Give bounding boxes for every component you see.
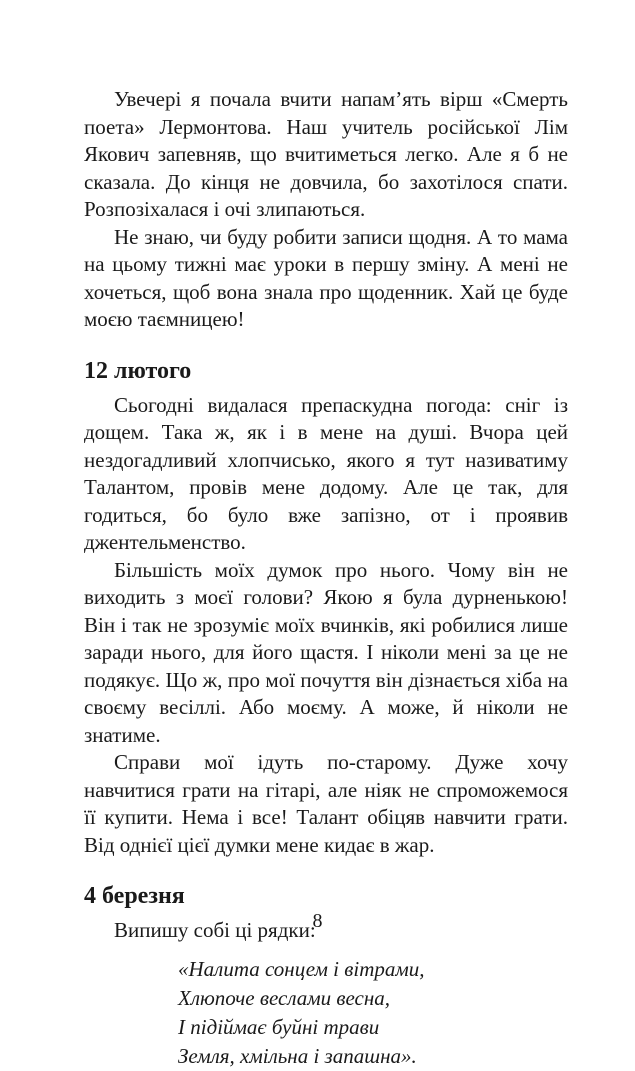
paragraph-feb12-2: Більшість моїх думок про нього. Чому він не виходить з моєї голови? Якою я була дурненькою! Він і так не зрозуміє моїх вчинків, які робилися лише заради нього, для його щастя. І ніколи мені за це не подякує. Що ж, про мої почуття він дізнається хіба на своєму весіллі. Або моєму. А може, й ніколи не знатиме.: [84, 557, 568, 747]
paragraph-intro-2: Не знаю, чи буду робити записи щодня. А то мама на цьому тижні має уроки в першу зміну. А мені не хочеться, щоб вона знала про щоденник. Хай це буде моєю таємницею!: [84, 224, 568, 331]
poem-line-4: Земля, хмільна і запашна».: [178, 1043, 417, 1068]
page-number: 8: [312, 910, 323, 932]
poem-line-1: «Налита сонцем і вітрами,: [178, 956, 425, 981]
entry-heading-feb12: 12 лютого: [84, 357, 192, 384]
poem-line-2: Хлюпоче веслами весна,: [178, 985, 391, 1010]
entry-heading-mar4: 4 березня: [84, 883, 185, 909]
paragraph-intro-1: Увечері я почала вчити напам’ять вірш «Смерть поета» Лермонтова. Наш учитель російської Лім Якович запевняв, що вчитиметься легко. Але я б не сказала. До кінця не довчила, бо захотілося спати. Розпозіхалася і очі злипаються.: [84, 87, 568, 221]
poem-quote: [178, 955, 568, 1071]
paragraph-mar4-intro: Випишу собі ці рядки:: [114, 918, 316, 942]
paragraph-feb12-1: Сьогодні видалася препаскудна погода: сніг із дощем. Така ж, як і в мене на душі. Вчора цей нездогадливий хлопчисько, якого я тут називатиму Талантом, провів мене додому. Але це так, для годиться, бо було вже запізно, от і проявив джентельменство.: [84, 392, 568, 554]
paragraph-feb12-3: Справи мої ідуть по-старому. Дуже хочу навчитися грати на гітарі, але ніяк не спроможемося її купити. Нема і все! Талант обіцяв навчити грати. Від однієї цієї думки мене кидає в жар.: [84, 750, 568, 857]
poem-line-3: І підіймає буйні трави: [178, 1014, 380, 1039]
